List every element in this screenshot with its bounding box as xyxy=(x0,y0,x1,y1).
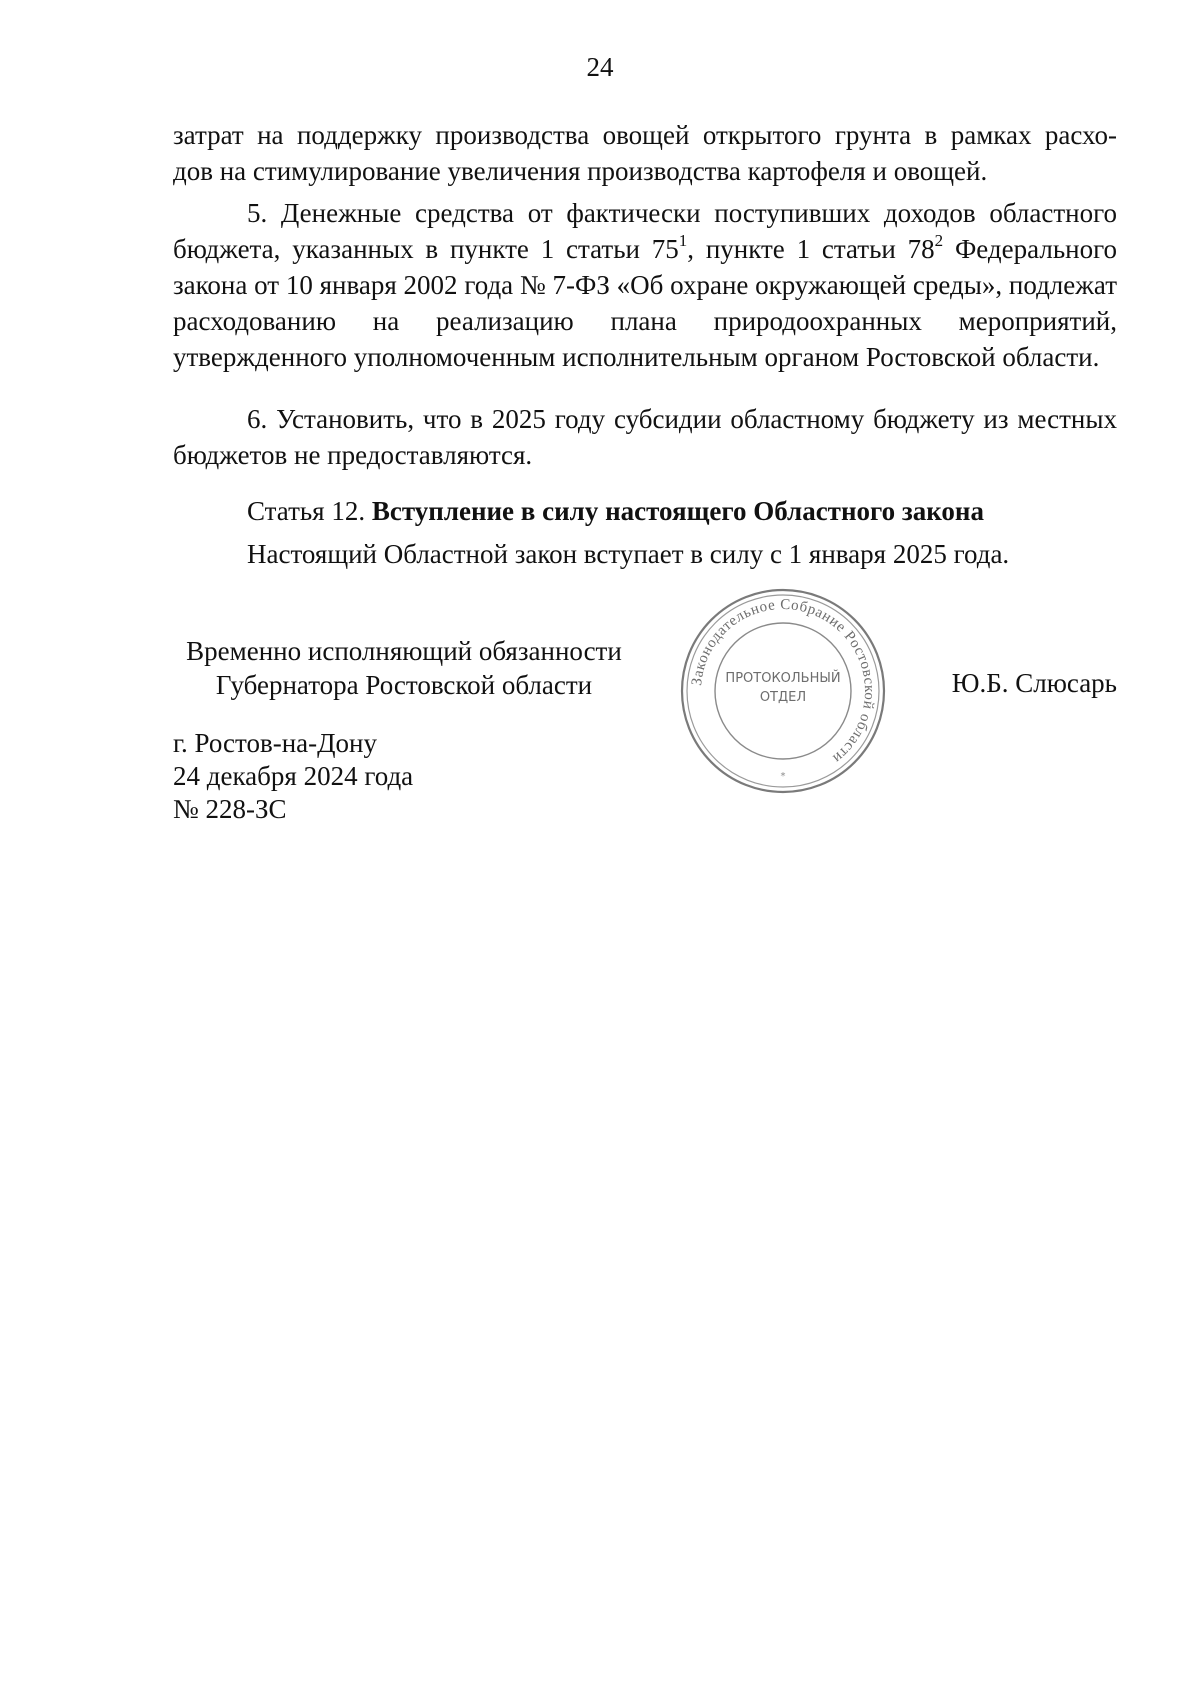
signer-title xyxy=(174,634,634,702)
article-body: Настоящий Областной закон вступает в силу с 1 января 2025 года. xyxy=(247,539,1010,569)
signer-title-line: Временно исполняющий обязанности xyxy=(186,636,622,666)
star-icon: * xyxy=(780,771,786,782)
article-title: Вступление в силу настоящего Областного закона xyxy=(371,496,984,526)
article-prefix: Статья 12. xyxy=(247,496,366,526)
page-number: 24 xyxy=(586,52,614,82)
superscript-2: 2 xyxy=(934,231,944,250)
stamp-ring-text: Законодательное Собрание Ростовской области xyxy=(689,596,878,767)
date: 24 декабря 2024 года xyxy=(173,761,414,791)
stamp-center-line1: ПРОТОКОЛЬНЫЙ xyxy=(725,671,841,686)
place: г. Ростов-на-Дону xyxy=(173,728,378,758)
signer-title-line: Губернатора Ростовской области xyxy=(215,670,593,700)
paragraph-line: затрат на поддержку производства овощей открытого грунта в рамках расхо- xyxy=(173,120,1117,150)
paragraph-5 xyxy=(173,195,1117,375)
article-heading xyxy=(247,493,984,529)
place-date-block xyxy=(173,727,413,826)
paragraph-5-mid: , пункте 1 статьи 78 xyxy=(687,234,935,264)
paragraph-6-text: 6. Установить, что в 2025 году субсидии областному бюджету из местных бюджетов не предоставляются. xyxy=(173,404,1117,470)
paragraph-5-text xyxy=(173,195,1117,375)
law-number: № 228-ЗС xyxy=(173,794,287,824)
superscript-1: 1 xyxy=(678,231,688,250)
paragraph-line: дов на стимулирование увеличения производства картофеля и овощей. xyxy=(173,156,988,186)
paragraph-5-end: Федерального закона от 10 января 2002 года № 7-ФЗ «Об охране окружающей среды», подлежат расходованию на реализацию плана природоохранных мероприятий, утвержденного уполномоченным исполнительным органом Ростовской области. xyxy=(173,234,1117,372)
paragraph-5-start: 5. Денежные средства от фактически поступивших доходов областного бюджета, указанных в пункте 1 статьи 75 xyxy=(173,198,1117,264)
paragraph-continued xyxy=(173,117,1117,189)
paragraph-6 xyxy=(173,401,1117,473)
signer-name: Ю.Б. Слюсарь xyxy=(951,668,1117,698)
stamp-center-line2: ОТДЕЛ xyxy=(759,690,807,705)
official-stamp xyxy=(679,587,887,795)
